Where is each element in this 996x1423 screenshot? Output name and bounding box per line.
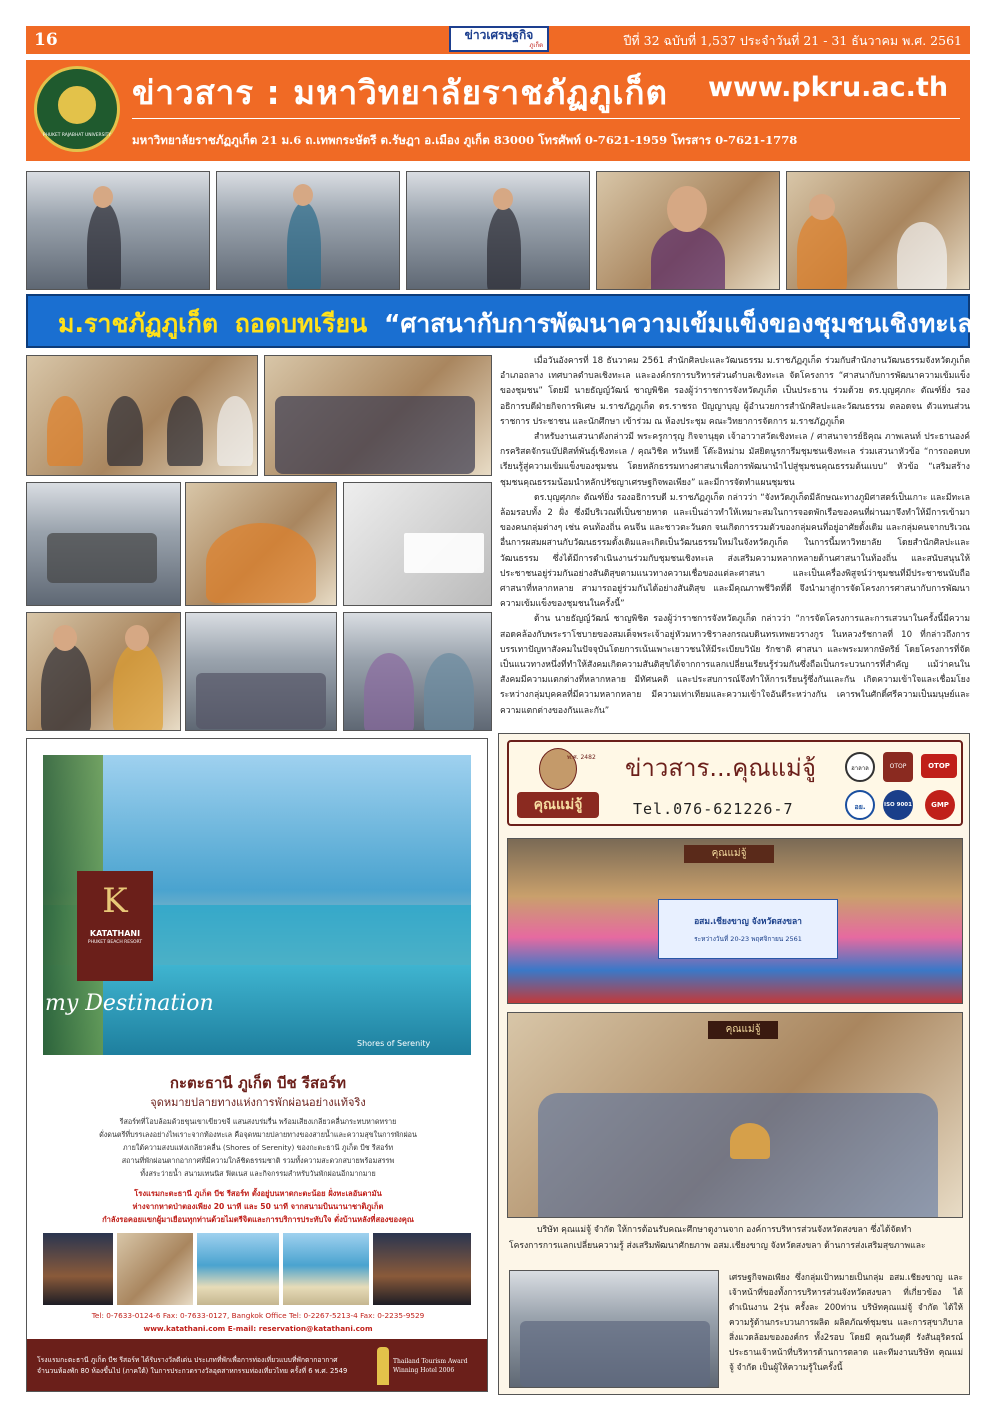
katathani-logo-sub: PHUKET BEACH RESORT xyxy=(87,940,143,945)
photo-resort-pool xyxy=(283,1233,369,1305)
badge-label-halal: ฮาลาล xyxy=(851,765,869,772)
masthead-logo-text: ข่าวเศรษฐกิจ xyxy=(464,28,534,42)
photo-signing-document xyxy=(343,482,492,606)
katathani-body-4: สถานที่พักผ่อนตากอากาศที่มีความใกล้ชิดธรรมชาติ รวมทั้งความสะดวกสบายพร้อมสรรพ xyxy=(121,1156,395,1165)
cert-badge-otop2 xyxy=(921,754,957,778)
article-paragraph-2: สำหรับงานเสวนาดังกล่าวมี พระครูการุญ กิจจานุยุต เจ้าอาวาสวัดเชิงทะเล / ศาสนาจารย์ธิคุณ ภาพเลนท์ ประธานองค์กรคริสตจักรแบ๊ปติสท์พันธุ์เชิงทะเล / คุณวิชิต หวันหยี โต๊ะอิหม่าม มัสยิดนูรการีมชุมชนเชิงทะเล ร่วมเสวนาหัวข้อ “การถอดบทเรียนรู้สู่ความเข้มแข็งของชุมชน โดยหลักธรรมทางศาสนาเพื่อการพัฒนานำไปสู่ชุมชนคุณธรรมต้นแบบ” หัวข้อ “เสริมสร้างชุมชนคุณธรรมน้อมนำหลักปรัชญาเศรษฐกิจพอเพียง” และมีการจัดทำแผนชุมชน xyxy=(500,432,970,488)
khunmae-caption-full xyxy=(509,1223,963,1254)
khunmae-logo xyxy=(517,746,599,822)
photo-resort-spa xyxy=(373,1233,471,1305)
photo-speaker-stage xyxy=(406,171,590,290)
group-banner-date: ระหว่างวันที่ 20-23 พฤศจิกายน 2561 xyxy=(694,935,802,943)
katathani-logo xyxy=(77,871,153,981)
badge-label-fda: อย. xyxy=(854,803,866,811)
photo-speaker-podium xyxy=(26,171,210,290)
badge-label-otop1: OTOP xyxy=(889,763,907,770)
photo-khunmae-group-1 xyxy=(507,838,963,1004)
banner-website: www.pkru.ac.th xyxy=(708,72,949,103)
katathani-award-strip xyxy=(27,1339,488,1392)
katathani-highlight xyxy=(43,1187,473,1226)
katathani-red-2: ห่างจากหาดป่าตองเพียง 20 นาที และ 50 นาที จากสนามบินนานาชาติภูเก็ต xyxy=(132,1202,384,1211)
banner-address: มหาวิทยาลัยราชภัฏภูเก็ต 21 ม.6 ถ.เทพกระษัตรี ต.รัษฎา อ.เมือง ภูเก็ต 83000 โทรศัพท์ 0-7621-1959 โทรสาร 0-7621-1778 xyxy=(132,133,798,147)
cert-badge-halal xyxy=(845,752,875,782)
photo-monks-seated xyxy=(185,482,337,606)
photo-resort-room xyxy=(117,1233,193,1305)
headline-part3: “ศาสนากับการพัฒนาความเข้มแข็งของชุมชนเชิงทะเล” xyxy=(383,309,990,338)
khunmae-tel: Tel.076-621226-7 xyxy=(633,800,794,818)
banner-title: ข่าวสาร : มหาวิทยาลัยราชภัฏภูเก็ต xyxy=(132,73,668,112)
award-trophy-icon xyxy=(377,1347,389,1385)
khunmae-brand-since: พ.ศ. 2482 xyxy=(567,754,596,761)
photo-speaker-reading xyxy=(216,171,400,290)
katathani-contact-1: Tel: 0-7633-0124-6 Fax: 0-7633-0127, Bangkok Office Tel: 0-2267-5213-4 Fax: 0-2235-9529 xyxy=(91,1311,425,1320)
award-badge-2: Winning Hotel 2006 xyxy=(393,1367,455,1374)
store-sign-1 xyxy=(684,845,774,863)
khunmae-ad xyxy=(498,733,970,1395)
khunmae-caption-line1: บริษัท คุณแม่จู้ จำกัด ให้การต้อนรับคณะศึกษาดูงานจาก องค์การบริหารส่วนจังหวัดสงขลา ซึ่งได้จัดทำ xyxy=(537,1225,912,1235)
store-sign-text-1: คุณแม่จู้ xyxy=(711,848,747,859)
article-paragraph-3: ดร.บุญศุภกะ ตัณฑ์ยิ่ง รองอธิการบดี ม.ราชภัฏภูเก็ต กล่าวว่า “จังหวัดภูเก็ตมีลักษณะทางภูมิศาสตร์เป็นเกาะ และมีทะเลล้อมรอบทั้ง 2 ฝั่ง ซึ่งมีบริเวณที่เป็นชายหาด และเป็นอ่าวทำให้เหมาะสมในการจอดพักเรือของคนที่ผ่านมาจึงทำให้มีการเข้ามาของคนกลุ่มต่างๆ เช่น คนท้องถิ่น คนจีน และชาวตะวันตก จนเกิดการรวมตัวของกลุ่มคนที่อยู่อาศัยดั้งเดิม และกลุ่มคนจากบริเวณอื่นการผสมผสานกับวัฒนธรรมดั้งเดิมและเกิดเป็นวัฒนธรรมใหม่ในจังหวัดภูเก็ต ในการนี้มหาวิทยาลัย โดยสำนักศิลปะและวัฒนธรรม ซึ่งได้มีการดำเนินงานร่วมกับชุมชนเชิงทะเล ส่งเสริมความหลากหลายด้านศาสนาในท้องถิ่น และสนับสนุนให้ประชาชนอยู่ร่วมกันอย่างสันติสุขตามแนวทางความเชื่อของแต่ละศาสนา และเป็นเครื่องพิสูจน์ว่าชุมชนที่มีประชาชนนับถือศาสนาที่หลากหลาย สามารถอยู่ร่วมกันได้อย่างสันติสุข และมีคุณภาพชีวิตที่ดี จึงนำมาสู่การจัดโครงการศาสนากับการพัฒนาความเข้มแข็งของชุมชนในครั้งนี้” xyxy=(500,492,970,610)
katathani-logo-name: KATATHANI xyxy=(89,929,141,938)
seal-caption: PHUKET RAJABHAT UNIVERSITY xyxy=(42,133,112,138)
article-body xyxy=(500,354,970,734)
katathani-subtitle: จุดหมายปลายทางแห่งการพักผ่อนอย่างแท้จริง xyxy=(150,1096,366,1109)
cert-badge-iso xyxy=(883,790,913,820)
khunmae-brand: คุณแม่จู้ xyxy=(517,792,599,818)
store-sign-text-2: คุณแม่จู้ xyxy=(725,1024,761,1035)
article-paragraph-1: เมื่อวันอังคารที่ 18 ธันวาคม 2561 สำนักศิลปะและวัฒนธรรม ม.ราชภัฏภูเก็ต ร่วมกับสำนักงานวัฒนธรรมจังหวัดภูเก็ต อำเภอถลาง เทศบาลตำบลเชิงทะเล และองค์กรการบริหารส่วนตำบลเชิงทะเล จัดโครงการ “ศาสนากับการพัฒนาความเข้มแข็งของชุมชน” โดยมี นายธัญญ์วัฒน์ ชาญพิชิต รองผู้ว่าราชการจังหวัดภูเก็ต เป็นประธาน ร่วมด้วย ดร.บุญศุภกะ ตัณฑ์ยิ่ง รองอธิการบดีฝ่ายกิจการพิเศษ ม.ราชภัฏภูเก็ต ดร.ราชรถ ปัญญาบุญ ผู้อำนวยการสำนักศิลปะและวัฒนธรรม ตลอดจน ตัวแทนส่วนราชการ ประชาชน และนักศึกษา เข้าร่วม ณ ห้องประชุม คณะวิทยาการจัดการ ม.ราชภัฏภูเก็ต xyxy=(500,356,970,427)
katathani-body-1: รีสอร์ทที่โอบล้อมด้วยขุนเขาเขียวขจี แสนสงบร่มรื่น พร้อมเสียงเกลียวคลื่นกระทบหาดทราย xyxy=(119,1117,397,1126)
katathani-award-1: โรงแรมกะตะธานี ภูเก็ต บีช รีสอร์ท ได้รับรางวัลดีเด่น ประเภทที่พักเพื่อการท่องเที่ยวแบบที่พักตากอากาศ xyxy=(37,1356,338,1364)
photo-speaker-portrait xyxy=(596,171,780,290)
photo-panel-table xyxy=(26,482,181,606)
khunmae-title: ข่าวสาร...คุณแม่จู้ xyxy=(625,754,816,782)
katathani-tagline: my Destination xyxy=(45,991,214,1016)
page-number: 16 xyxy=(34,30,58,50)
badge-label-iso: ISO 9001 xyxy=(884,802,912,808)
katathani-award-badge xyxy=(393,1357,483,1375)
store-sign-2 xyxy=(708,1021,778,1039)
photo-monk-audience xyxy=(786,171,970,290)
photo-resort-night xyxy=(43,1233,113,1305)
badge-label-otop2: OTOP xyxy=(928,762,950,770)
issue-info: ปีที่ 32 ฉบับที่ 1,537 ประจำวันที่ 21 - 31 ธันวาคม พ.ศ. 2561 xyxy=(623,33,962,48)
headline-part2: ถอดบทเรียน xyxy=(234,309,368,338)
katathani-body-5: ทั้งสระว่ายน้ำ สนามเทนนิส ฟิตเนส และกิจกรรมสำหรับวันพักผ่อนอีกมากมาย xyxy=(140,1169,376,1178)
seal-inner-icon xyxy=(55,83,99,127)
badge-label-gmp: GMP xyxy=(931,801,949,809)
university-seal xyxy=(34,66,120,152)
katathani-title: กะตะธานี ภูเก็ต บีช รีสอร์ท xyxy=(169,1074,347,1092)
katathani-contact-2: www.katathani.com E-mail: reservation@katathani.com xyxy=(143,1324,373,1333)
katathani-ad xyxy=(26,738,488,1392)
khunmae-header xyxy=(507,740,963,826)
banner-divider xyxy=(132,118,960,119)
cert-badge-otop1 xyxy=(883,752,913,782)
photo-panel-discussion xyxy=(26,355,258,476)
headline-part1: ม.ราชภัฏภูเก็ต xyxy=(58,309,219,338)
katathani-body xyxy=(43,1115,473,1180)
katathani-red-1: โรงแรมกะตะธานี ภูเก็ต บีช รีสอร์ท ตั้งอยู่บนหาดกะตะน้อย ฝั่งทะเลอันดามัน xyxy=(134,1189,382,1198)
group-banner xyxy=(658,899,838,959)
katathani-red-3: กำลังรอคอยแขกผู้มาเยือนทุกท่านด้วยไมตรีจิตและการบริการประทับใจ ดั่งบ้านหลังที่สองของคุณ xyxy=(102,1215,414,1224)
khunmae-caption-line2: โครงการการแลกเปลี่ยนความรู้ ส่งเสริมพัฒนาศักยภาพ อสม.เชียงขาญ จังหวัดสงขลา ด้านการส่งเสริมสุขภาพและ xyxy=(509,1240,926,1251)
headline-bar xyxy=(26,294,990,348)
katathani-award-text xyxy=(37,1355,377,1377)
masthead-logo-sub: ภูเก็ต xyxy=(529,42,543,49)
masthead-logo xyxy=(449,26,549,52)
katathani-body-2: ดั่งดนตรีที่บรรเลงอย่างไพเราะจากท้องทะเล คือจุดหมายปลายทางของสายน้ำและความสุขในการพักผ่อน xyxy=(99,1130,417,1139)
katathani-logo-letter: K xyxy=(102,881,128,921)
katathani-photo-caption: Shores of Serenity xyxy=(357,1039,431,1048)
photo-group-stage xyxy=(264,355,492,476)
cert-badge-gmp xyxy=(925,790,955,820)
photo-khunmae-group-2 xyxy=(507,1012,963,1218)
katathani-body-3: ภายใต้ความสงบแห่งเกลียวคลื่น (Shores of Serenity) ของกะตะธานี ภูเก็ต บีช รีสอร์ท xyxy=(122,1143,394,1152)
photo-khunmae-seminar xyxy=(509,1270,719,1388)
headline-text xyxy=(58,304,989,344)
photo-audience-women xyxy=(343,612,492,731)
photo-resort-beach xyxy=(197,1233,279,1305)
katathani-award-2: จำนวนห้องพัก 80 ห้องขึ้นไป (ภาคใต้) ในการประกวดรางวัลอุตสาหกรรมท่องเที่ยวไทย ครั้งที่ 6 พ.ศ. 2549 xyxy=(37,1367,348,1375)
cert-badge-fda xyxy=(845,790,875,820)
article-paragraph-4: ด้าน นายธัญญ์วัฒน์ ชาญพิชิต รองผู้ว่าราชการจังหวัดภูเก็ต กล่าวว่า “การจัดโครงการและการเสวนาในครั้งนี้มีความสอดคล้องกับพระราโชบายของสมเด็จพระเจ้าอยู่หัวมหาวชิราลงกรณบดินทรเทพยวรางกูร ในหลวงรัชกาลที่ 10 ที่กล่าวถึงการบรรเทาปัญหาสังคมในปัจจุบันโดยการเน้นเพาะเยาวชนให้มีระเบียบวินัย รักชาติ ศาสนา และพระมหากษัตริย์ โดยโครงการที่จัดเป็นแนวทางหนึ่งที่ทำให้สังคมเกิดความสันติสุขได้จากการแลกเปลี่ยนเรียนรู้ร่วมกันซึ่งถือเป็นกระบวนการที่สำคัญ แม้ว่าคนในสังคมมีความแตกต่างที่หลากหลาย มีทัศนคติ และประสบการณ์จึงทำให้การเรียนรู้ซึ่งกันและกัน เกิดความเข้าใจและเชื่อมโยง ระหว่างกลุ่มบุคคลที่มีความหลากหลาย มีความเท่าเทียมและความเข้าใจอันดีระหว่างกัน เคารพในศักดิ์ศรีความเป็นมนุษย์และความแตกต่างของกันและกัน” xyxy=(500,614,970,716)
khunmae-caption-right: เศรษฐกิจพอเพียง ซึ่งกลุ่มเป้าหมายเป็นกลุ่ม อสม.เชียงขาญ และเจ้าหน้าที่ของทั้งการบริหารส่วนจังหวัดสงขลา ที่เกี่ยวข้อง ได้ดำเนินงาน 2รุ่น ครั้งละ 200ท่าน บริษัทคุณแม่จู้ จำกัด ได้ให้ความรู้ด้านกระบวนการผลิต ผลิตภัณฑ์ชุมชน และการสุขาภิบาลสิ่งแวดล้อมขององค์กร ทั้ง2รอบ โดยมี คุณวันดุดี รังสันอุริตรณ์ ประธานเจ้าหน้าที่บริหารด้านการตลาด และทีมงานบริษัท คุณแม่จู้ จำกัด เป็นผู้ให้ความรู้ในครั้งนี้ xyxy=(729,1272,963,1372)
group-banner-text: อสม.เชียงขาญ จังหวัดสงขลา xyxy=(694,917,802,927)
photo-certificate-handover xyxy=(26,612,181,731)
gift-basket-icon xyxy=(730,1123,770,1159)
award-badge-1: Thailand Tourism Award xyxy=(393,1358,468,1365)
photo-audience-hall xyxy=(185,612,337,731)
